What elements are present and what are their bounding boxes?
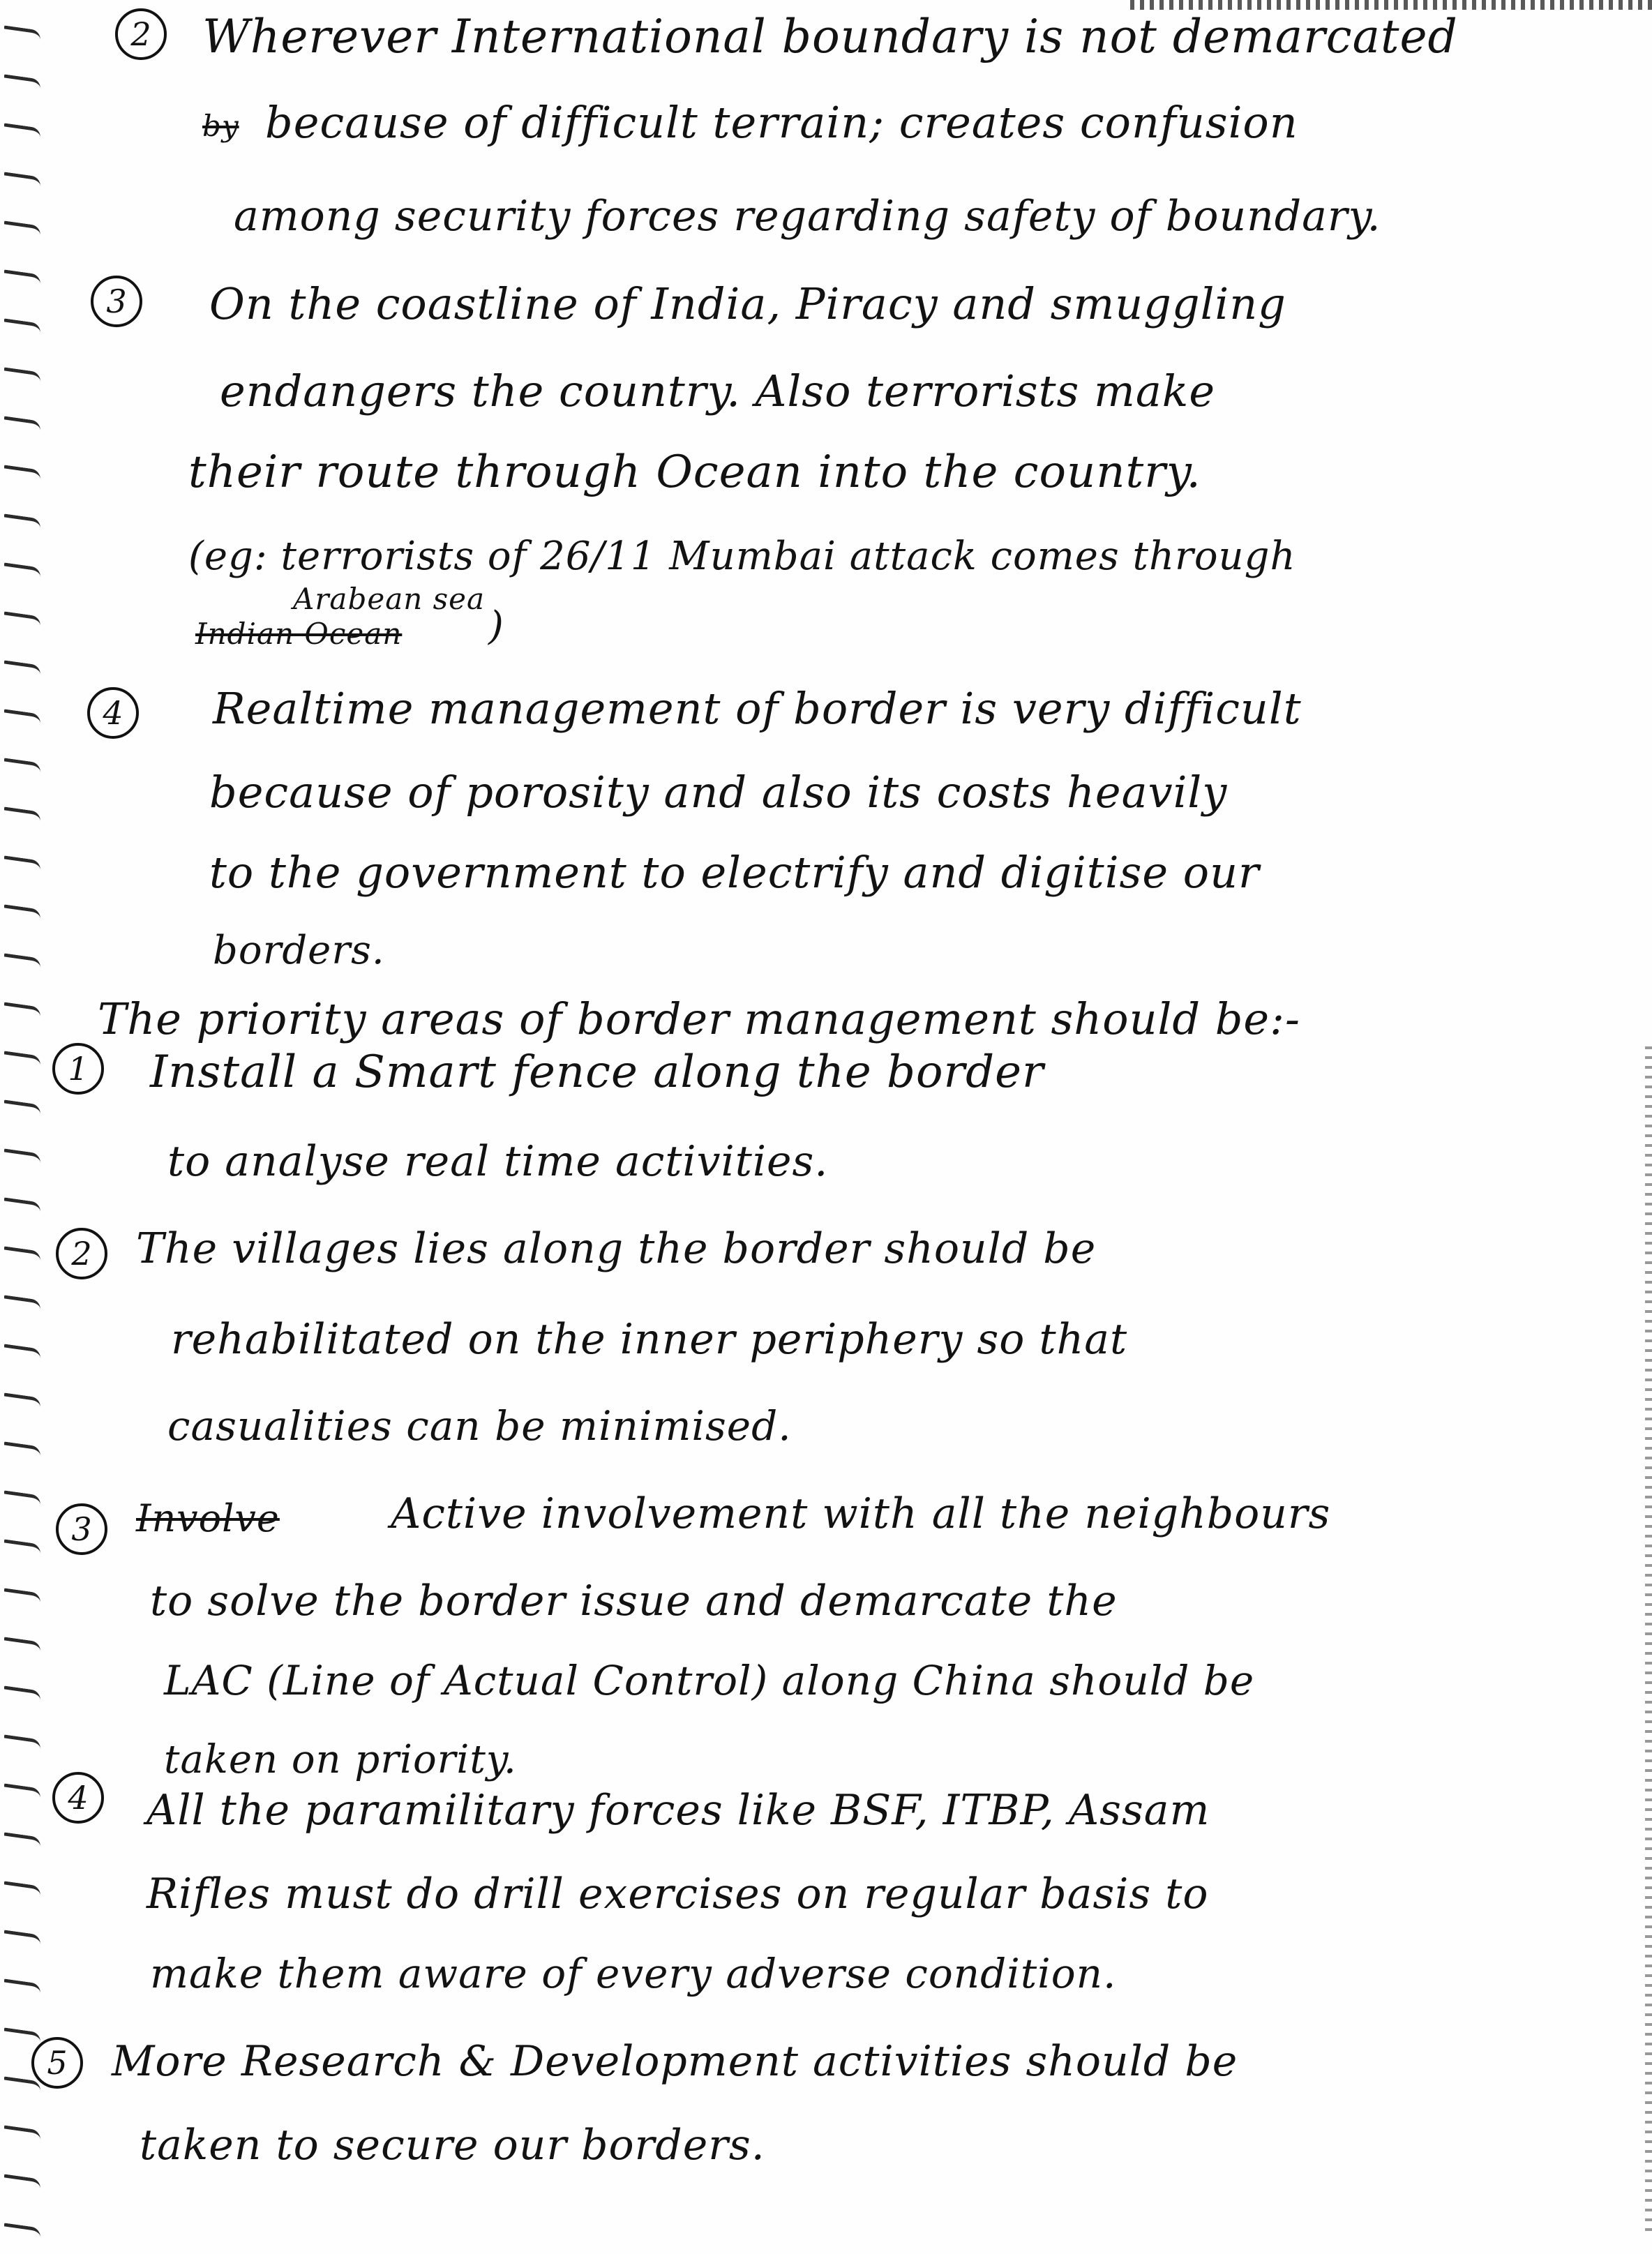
- binding-hole: [4, 367, 40, 382]
- text-line: More Research & Development activities should be: [112, 2037, 1238, 2086]
- binding-hole: [4, 1832, 40, 1847]
- binding-hole: [4, 2027, 40, 2043]
- text-line: Wherever International boundary is not demarcated: [202, 10, 1458, 63]
- text-line: Active involvement with all the neighbours: [391, 1489, 1331, 1538]
- text-line: because of porosity and also its costs heavily: [209, 767, 1228, 818]
- text-line: among security forces regarding safety of boundary.: [234, 192, 1381, 241]
- struck-word: by: [202, 109, 239, 143]
- binding-hole: [4, 758, 40, 773]
- priority-number-5: 5: [31, 2037, 83, 2089]
- text-line: Realtime management of border is very difficult: [213, 683, 1302, 734]
- binding-hole: [4, 1685, 40, 1701]
- binding-hole: [4, 2125, 40, 2140]
- binding-hole: [4, 269, 40, 285]
- text-line: to the government to electrify and digitise our: [209, 847, 1260, 898]
- binding-hole: [4, 1197, 40, 1212]
- binding-hole: [4, 1002, 40, 1017]
- binding-hole: [4, 855, 40, 871]
- binding-hole: [4, 416, 40, 431]
- binding-hole: [4, 513, 40, 529]
- binding-hole: [4, 611, 40, 626]
- binding-hole: [4, 1099, 40, 1115]
- text-line: casualities can be minimised.: [167, 1402, 792, 1450]
- point-number-2: 2: [115, 8, 167, 60]
- text-line: rehabilitated on the inner periphery so that: [171, 1315, 1128, 1364]
- binding-hole: [4, 1734, 40, 1750]
- text-line: to solve the border issue and demarcate the: [150, 1577, 1118, 1625]
- binding-hole: [4, 1392, 40, 1408]
- binding-hole: [4, 1588, 40, 1603]
- binding-hole: [4, 318, 40, 333]
- binding-hole: [4, 1441, 40, 1457]
- binding-hole: [4, 904, 40, 919]
- binding-hole: [4, 1246, 40, 1261]
- text-line: On the coastline of India, Piracy and smuggling: [209, 278, 1286, 329]
- binding-hole: [4, 1881, 40, 1896]
- binding-hole: [4, 660, 40, 675]
- text-line: (eg: terrorists of 26/11 Mumbai attack comes through: [188, 534, 1296, 579]
- binding-hole: [4, 2076, 40, 2091]
- binding-hole: [4, 1539, 40, 1554]
- text-line: borders.: [213, 928, 385, 973]
- priority-number-3: 3: [56, 1503, 107, 1555]
- page-right-edge: [1645, 1046, 1652, 2232]
- binding-hole: [4, 220, 40, 236]
- text-line: taken on priority.: [164, 1737, 517, 1782]
- binding-hole: [4, 74, 40, 89]
- priority-number-2: 2: [56, 1228, 107, 1279]
- text-line: All the paramilitary forces like BSF, ITBP, Assam: [147, 1786, 1210, 1835]
- binding-hole: [4, 1295, 40, 1310]
- binding-hole: [4, 562, 40, 578]
- text-line: taken to secure our borders.: [140, 2121, 765, 2170]
- section-heading: The priority areas of border management should be:-: [98, 993, 1300, 1044]
- binding-hole: [4, 465, 40, 480]
- binding-hole: [4, 1344, 40, 1359]
- binding-hole: [4, 1637, 40, 1652]
- binding-hole: [4, 2174, 40, 2189]
- binding-hole: [4, 1978, 40, 1994]
- spiral-binding: [0, 0, 56, 2254]
- binding-hole: [4, 123, 40, 138]
- binding-hole: [4, 1148, 40, 1164]
- priority-number-1: 1: [52, 1043, 104, 1095]
- binding-hole: [4, 2223, 40, 2238]
- binding-hole: [4, 806, 40, 822]
- text-line: Rifles must do drill exercises on regular basis to: [147, 1870, 1209, 1918]
- binding-hole: [4, 953, 40, 968]
- point-number-4: 4: [87, 687, 139, 739]
- binding-hole: [4, 1783, 40, 1798]
- insertion-note: Arabean sea: [293, 582, 486, 616]
- text-line: LAC (Line of Actual Control) along China should be: [164, 1657, 1255, 1704]
- priority-number-4: 4: [52, 1772, 104, 1824]
- text-line: to analyse real time activities.: [167, 1137, 829, 1186]
- binding-hole: [4, 1051, 40, 1066]
- text-line: Install a Smart fence along the border: [150, 1046, 1044, 1098]
- text-line: The villages lies along the border should be: [136, 1224, 1097, 1273]
- binding-hole: [4, 709, 40, 724]
- binding-hole: [4, 25, 40, 40]
- binding-hole: [4, 172, 40, 187]
- text-line: endangers the country. Also terrorists make: [220, 366, 1216, 416]
- binding-hole: [4, 1930, 40, 1945]
- closing-bracket: ): [488, 603, 504, 649]
- point-number-3: 3: [91, 276, 142, 327]
- struck-text: Indian Ocean: [195, 617, 403, 651]
- struck-word: Involve: [136, 1496, 280, 1540]
- text-line: because of difficult terrain; creates confusion: [265, 97, 1298, 148]
- text-line: their route through Ocean into the country.: [188, 446, 1201, 498]
- page-top-edge: [1130, 0, 1652, 10]
- text-line: make them aware of every adverse condition.: [150, 1950, 1117, 1997]
- binding-hole: [4, 1490, 40, 1505]
